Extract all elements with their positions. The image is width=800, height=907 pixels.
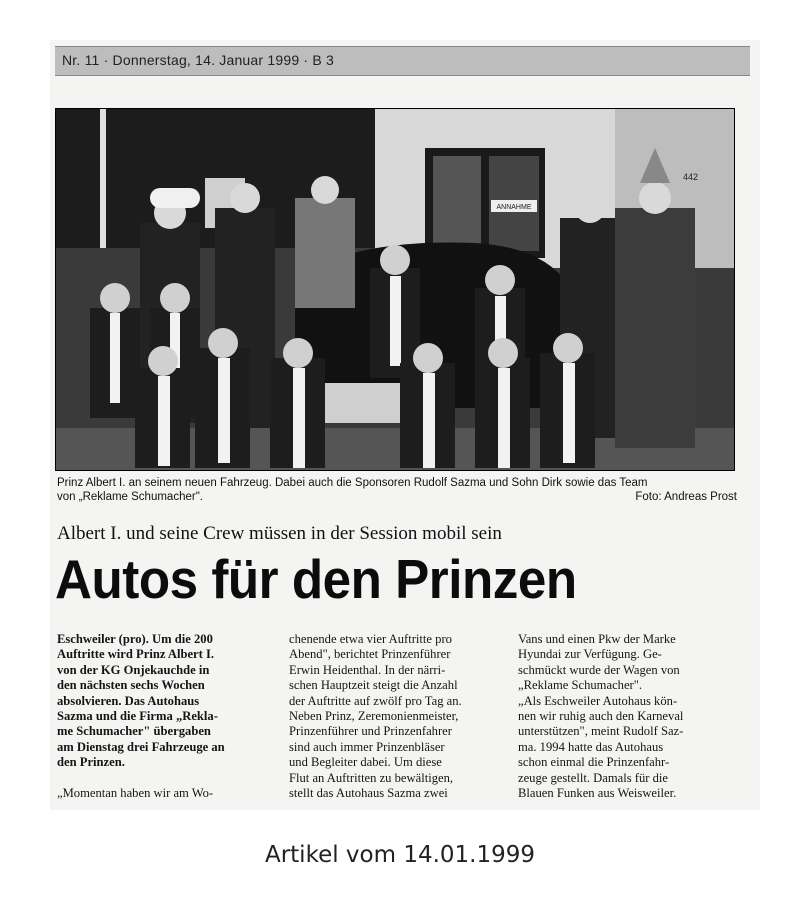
- article-photo: [55, 108, 735, 471]
- caption-line-2: von „Reklame Schumacher".: [57, 491, 203, 503]
- text-line: Blauen Funken aus Weisweiler.: [518, 786, 677, 801]
- text-line: schen Hauptzeit steigt die Anzahl: [289, 678, 458, 693]
- house-number: 442: [683, 172, 699, 182]
- text-line: sind auch immer Prinzenbläser: [289, 739, 445, 754]
- text-line: den Prinzen.: [57, 755, 125, 770]
- text-line: Abend", berichtet Prinzenführer: [289, 647, 451, 662]
- article-column-1: [57, 632, 277, 801]
- text-line: Vans und einen Pkw der Marke: [518, 632, 676, 646]
- photo-caption: [57, 476, 737, 504]
- text-line: Eschweiler (pro). Um die 200: [57, 632, 213, 646]
- text-line: nen wir ruhig auch den Karneval: [518, 709, 684, 724]
- text-line: Auftritte wird Prinz Albert I.: [57, 647, 215, 662]
- newspaper-header-bar: [55, 46, 750, 76]
- text-line: und Begleiter dabei. Um diese: [289, 755, 442, 770]
- text-line: chenende etwa vier Auftritte pro: [289, 632, 452, 646]
- text-line: „Als Eschweiler Autohaus kön-: [518, 693, 678, 708]
- article-column-2: [289, 632, 504, 801]
- text-line: stellt das Autohaus Sazma zwei: [289, 786, 448, 801]
- article-kicker: Albert I. und seine Crew müssen in der Session mobil sein: [57, 523, 502, 544]
- photo-credit: Foto: Andreas Prost: [635, 491, 737, 503]
- text-line: von der KG Onjekauchde in: [57, 662, 210, 677]
- text-line: schon einmal die Prinzenfahr-: [518, 755, 670, 770]
- text-line: „Reklame Schumacher".: [518, 678, 643, 693]
- text-line: am Dienstag drei Fahrzeuge an: [57, 739, 225, 754]
- text-line: der Auftritte auf zwölf pro Tag an.: [289, 693, 462, 708]
- text-line: me Schumacher" übergaben: [57, 724, 211, 739]
- text-line: unterstützen", meint Rudolf Saz-: [518, 724, 684, 739]
- annahme-sign: ANNAHME: [496, 204, 532, 211]
- photo-illustration: [55, 108, 735, 471]
- text-line: den nächsten sechs Wochen: [57, 678, 205, 693]
- text-line: Sazma und die Firma „Rekla-: [57, 709, 218, 724]
- text-line: zeuge gestellt. Damals für die: [518, 770, 669, 785]
- text-line: Neben Prinz, Zeremonienmeister,: [289, 709, 459, 724]
- text-line: Flut an Auftritten zu bewältigen,: [289, 770, 454, 785]
- text-line: „Momentan haben wir am Wo-: [57, 785, 214, 800]
- issue-line: Nr. 11 · Donnerstag, 14. Januar 1999 · B 3: [62, 52, 334, 68]
- article-date-footer: Artikel vom 14.01.1999: [264, 842, 536, 868]
- caption-line-1: Prinz Albert I. an seinem neuen Fahrzeug. Dabei auch die Sponsoren Rudolf Sazma und Sohn Dirk sowie das Team: [57, 477, 648, 489]
- text-line: absolvieren. Das Autohaus: [57, 693, 200, 708]
- text-line: schmückt wurde der Wagen von: [518, 662, 680, 677]
- text-line: Hyundai zur Verfügung. Ge-: [518, 647, 662, 662]
- text-line: ma. 1994 hatte das Autohaus: [518, 739, 664, 754]
- lead-paragraph: [57, 632, 277, 771]
- article-headline: Autos für den Prinzen: [55, 548, 577, 610]
- text-line: Erwin Heidenthal. In der närri-: [289, 662, 446, 677]
- text-line: Prinzenführer und Prinzenfahrer: [289, 724, 452, 739]
- article-column-3: [518, 632, 740, 801]
